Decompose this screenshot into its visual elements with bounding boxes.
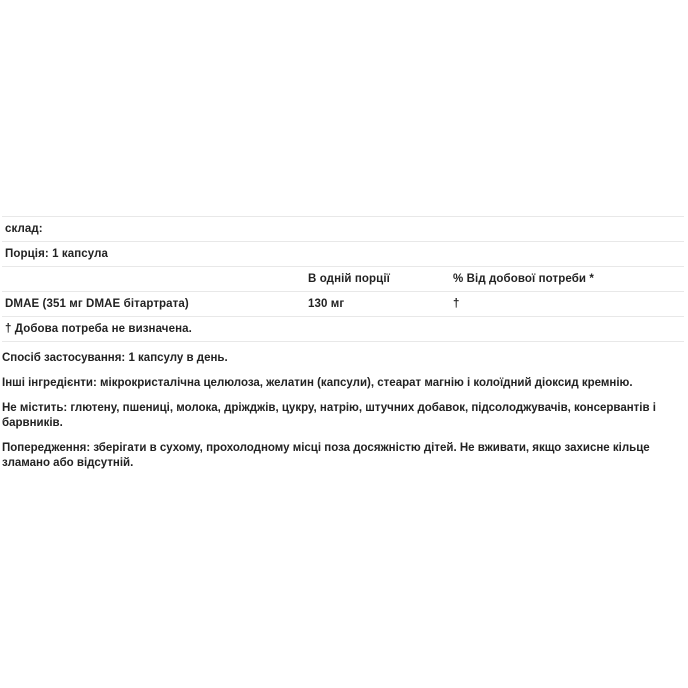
product-notes	[2, 351, 684, 471]
table-row	[2, 292, 684, 317]
header-per-serving: В одній порції	[305, 267, 450, 292]
usage-note: Спосіб застосування: 1 капсулу в день.	[2, 352, 228, 364]
ingredient-name: DMAE (351 мг DMAE бітартрата)	[2, 292, 305, 317]
serving-size: Порція: 1 капсула	[2, 242, 684, 267]
warning-note: Попередження: зберігати в сухому, прохолодному місці поза досяжністю дітей. Не вживати, якщо захисне кільце зламано або відсутній.	[2, 442, 650, 469]
supplement-facts-panel	[2, 216, 684, 481]
ingredient-amount: 130 мг	[305, 292, 450, 317]
header-blank	[2, 267, 305, 292]
header-daily-value: % Від добової потреби *	[450, 267, 684, 292]
table-title: склад:	[2, 217, 684, 242]
table-header-row	[2, 267, 684, 292]
table-title-row	[2, 217, 684, 242]
serving-size-row	[2, 242, 684, 267]
daily-value-footnote: † Добова потреба не визначена.	[2, 317, 684, 342]
ingredient-daily-value: †	[450, 292, 684, 317]
footnote-row	[2, 317, 684, 342]
supplement-facts-table	[2, 216, 684, 342]
other-ingredients-note: Інші інгредієнти: мікрокристалічна целюлоза, желатин (капсули), стеарат магнію і колоїдний діоксид кремнію.	[2, 377, 633, 389]
free-of-note: Не містить: глютену, пшениці, молока, дріжджів, цукру, натрію, штучних добавок, підсолоджувачів, консервантів і барвників.	[2, 402, 656, 429]
